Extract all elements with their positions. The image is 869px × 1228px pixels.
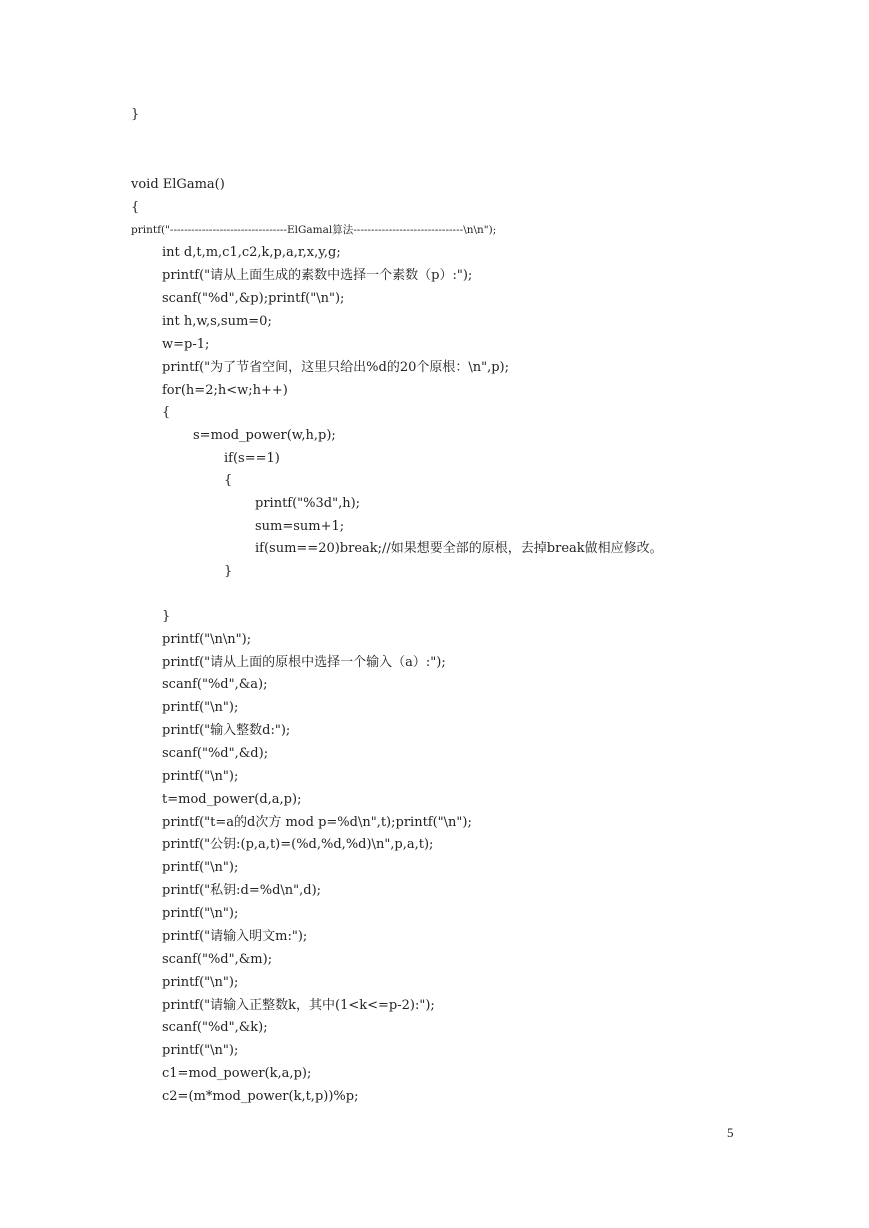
code-line: }: [131, 107, 140, 122]
code-line: void ElGama(): [131, 177, 225, 192]
code-line: scanf("%d",&k);: [162, 1020, 268, 1035]
code-line: printf("请从上面生成的素数中选择一个素数（p）:");: [162, 268, 473, 283]
code-line: printf("输入整数d:");: [162, 723, 291, 738]
code-line: int d,t,m,c1,c2,k,p,a,r,x,y,g;: [162, 245, 341, 260]
code-line: printf("\n");: [162, 769, 239, 784]
code-line: printf("请输入正整数k，其中(1<k<=p-2):");: [162, 998, 435, 1013]
code-line: s=mod_power(w,h,p);: [193, 428, 336, 443]
code-line: printf("\n");: [162, 975, 239, 990]
code-line: scanf("%d",&d);: [162, 746, 269, 761]
code-line: c1=mod_power(k,a,p);: [162, 1066, 312, 1081]
code-line: printf("公钥:(p,a,t)=(%d,%d,%d)\n",p,a,t);: [162, 837, 434, 852]
code-line: }: [224, 564, 233, 579]
code-line: c2=(m*mod_power(k,t,p))%p;: [162, 1089, 359, 1104]
code-line: {: [162, 405, 171, 420]
code-line: printf("为了节省空间，这里只给出%d的20个原根：\n",p);: [162, 360, 510, 375]
code-line: printf("\n");: [162, 860, 239, 875]
code-line: printf("\n");: [162, 700, 239, 715]
code-line: printf("%3d",h);: [255, 496, 361, 511]
code-line: scanf("%d",&p);printf("\n");: [162, 291, 345, 306]
code-line: printf("请从上面的原根中选择一个输入（a）:");: [162, 655, 446, 670]
page-number: 5: [727, 1125, 734, 1140]
code-line: int h,w,s,sum=0;: [162, 314, 272, 329]
code-line: printf("\n");: [162, 906, 239, 921]
code-line: printf("t=a的d次方 mod p=%d\n",t);printf("\n");: [162, 815, 472, 830]
code-line: }: [162, 609, 171, 624]
code-line: printf("私钥:d=%d\n",d);: [162, 883, 322, 898]
code-line: printf("\n");: [162, 1043, 239, 1058]
code-line: for(h=2;h<w;h++): [162, 383, 288, 398]
code-line: printf("\n\n");: [162, 632, 252, 647]
code-line: sum=sum+1;: [255, 519, 345, 534]
code-line: t=mod_power(d,a,p);: [162, 792, 302, 807]
code-line: w=p-1;: [162, 337, 210, 352]
code-line: if(s==1): [224, 451, 280, 466]
code-line: printf("请输入明文m:");: [162, 929, 308, 944]
code-line: {: [131, 200, 140, 215]
code-line: printf("---------------------------------ElGamal算法-------------------------------\n\n");: [131, 224, 497, 236]
code-line: if(sum==20)break;//如果想要全部的原根，去掉break做相应修改。: [255, 541, 663, 556]
code-line: scanf("%d",&a);: [162, 677, 268, 692]
code-line: scanf("%d",&m);: [162, 952, 273, 967]
code-line: {: [224, 473, 233, 488]
